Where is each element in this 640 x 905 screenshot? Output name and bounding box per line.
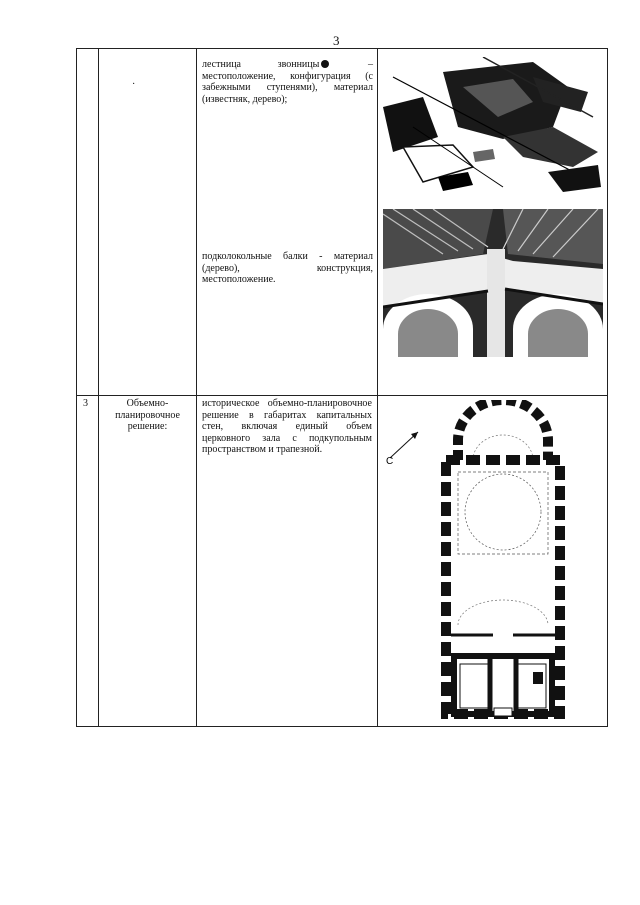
bell-beams-photo [383, 209, 603, 357]
north-label: С [386, 456, 394, 467]
table-row [77, 396, 608, 727]
staircase-photo [383, 57, 603, 197]
row-name-cell [99, 49, 197, 396]
description-cell [197, 396, 378, 727]
table-row [77, 49, 608, 396]
photo-cell [378, 49, 608, 396]
description-cell [197, 49, 378, 396]
bell-beams-description: подколокольные балки - материал (дерево), конструкция, местоположение. [202, 251, 373, 286]
page-number: 3 [333, 33, 340, 48]
row-marker: · [132, 79, 136, 90]
staircase-description [202, 59, 373, 105]
staircase-details: – местоположение, конфигурация (с забежными ступенями), материал (известняк, дерево); [202, 59, 373, 105]
row-name: Объемно-планировочное решение: [99, 396, 197, 727]
staircase-title: лестница звонницы [202, 59, 320, 70]
row-number-cell [77, 49, 99, 396]
plan-cell [378, 396, 608, 727]
floor-plan-drawing [378, 400, 608, 726]
protected-items-table [76, 48, 608, 727]
row-number: 3 [77, 396, 99, 727]
bullet-icon [321, 60, 329, 68]
layout-description: историческое объемно-планировочное решение в габаритах капитальных стен, включая единый объем церковного зала с подкупольным пространством и трапезной. [202, 398, 372, 456]
